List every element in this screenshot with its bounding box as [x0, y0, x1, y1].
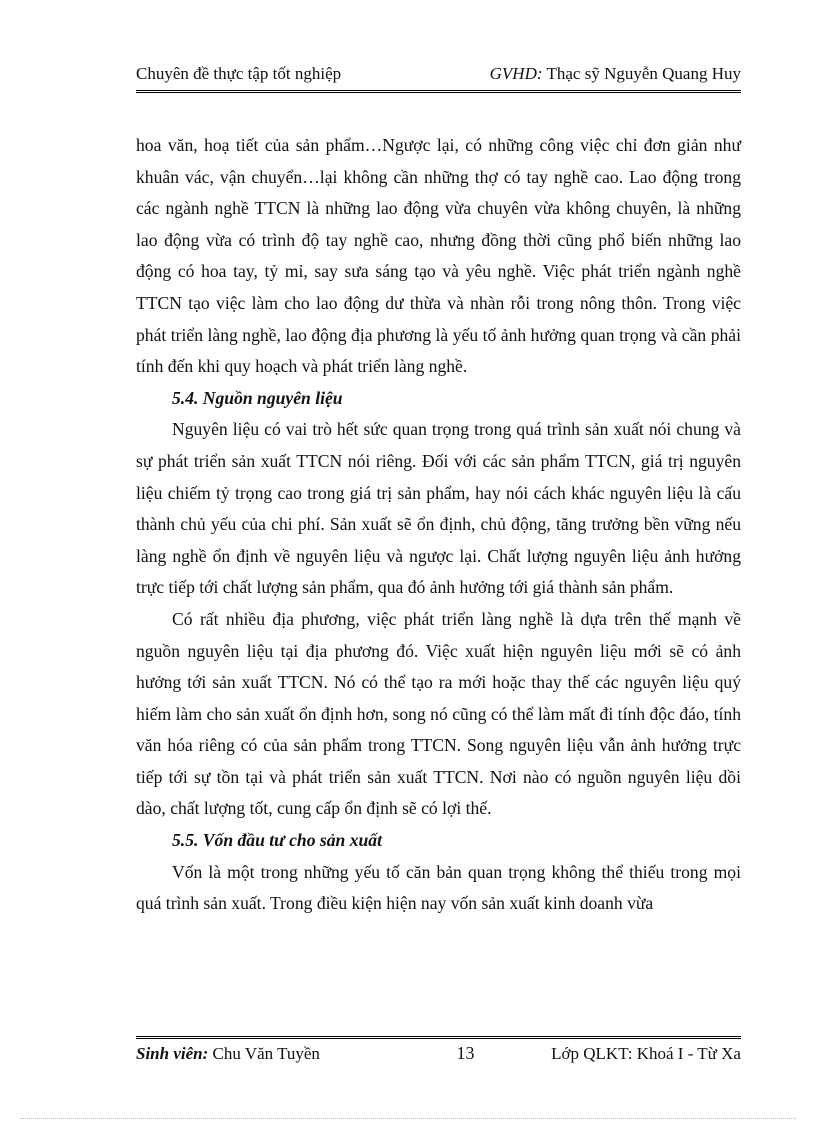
paragraph-materials-local: Có rất nhiều địa phương, việc phát triển làng nghề là dựa trên thế mạnh về nguồn nguyên liệu tại địa phương đó. Việc xuất hiện nguyên liệu mới sẽ có ảnh hưởng tới sản xuất TTCN. Nó có thể tạo ra mới hoặc thay thế các nguyên liệu quý hiếm làm cho sản xuất ổn định hơn, song nó cũng có thể làm mất đi tính độc đáo, tính văn hóa riêng có của sản phẩm trong TTCN. Song nguyên liệu vẫn ảnh hưởng trực tiếp tới sự tồn tại và phát triển sản xuất TTCN. Nơi nào có nguồn nguyên liệu dồi dào, chất lượng tốt, cung cấp ổn định sẽ có lợi thế.: [136, 608, 741, 819]
page-number: 13: [456, 1043, 475, 1063]
paragraph-capital: Vốn là một trong những yếu tố căn bản quan trọng không thể thiếu trong mọi quá trình sản xuất. Trong điều kiện hiện nay vốn sản xuất kinh doanh vừa: [136, 861, 741, 914]
footer-rule: [136, 1036, 741, 1039]
paragraph-labor: hoa văn, hoạ tiết của sản phẩm…Ngược lại, có những công việc chỉ đơn giản như khuân vác, vận chuyển…lại không cần những thợ có tay nghề cao. Lao động trong các ngành nghề TTCN là những lao động vừa chuyên vừa không chuyên, là những lao động vừa có trình độ tay nghề cao, nhưng đồng thời cũng phổ biến những lao động có hoa tay, tỷ mỉ, say sưa sáng tạo và yêu nghề. Việc phát triển ngành nghề TTCN tạo việc làm cho lao động dư thừa và nhàn rỗi trong nông thôn. Trong việc phát triển làng nghề, lao động địa phương là yếu tố ảnh hưởng quan trọng và cần phải tính đến khi quy hoạch và phát triển làng nghề.: [136, 135, 741, 377]
header-rule: [136, 90, 741, 93]
paragraph-materials-role: Nguyên liệu có vai trò hết sức quan trọng trong quá trình sản xuất nói chung và sự phát triển sản xuất TTCN nói riêng. Đối với các sản phẩm TTCN, giá trị nguyên liệu chiếm tỷ trọng cao trong giá trị sản phẩm, hay nói cách khác nguyên liệu là cấu thành chủ yếu của chi phí. Sản xuất sẽ ổn định, chủ động, tăng trưởng bền vững nếu làng nghề ổn định về nguyên liệu và ngược lại. Chất lượng nguyên liệu ảnh hưởng trực tiếp tới chất lượng sản phẩm, qua đó ảnh hưởng tới giá thành sản phẩm.: [136, 419, 741, 598]
section-heading-capital: 5.5. Vốn đầu tư cho sản xuất: [172, 830, 382, 851]
page-header: [136, 64, 741, 84]
student-label: Sinh viên:: [136, 1044, 209, 1063]
page-body: [136, 130, 741, 920]
section-heading-materials: 5.4. Nguồn nguyên liệu: [172, 387, 343, 408]
page-footer: [136, 1043, 741, 1064]
student-info: [136, 1044, 320, 1064]
supervisor-info: [490, 64, 741, 84]
student-name: Chu Văn Tuyền: [212, 1044, 320, 1063]
page-edge-divider: [20, 1118, 796, 1119]
supervisor-label: GVHD:: [489, 64, 543, 83]
class-info: Lớp QLKT: Khoá I - Từ Xa: [551, 1044, 741, 1063]
supervisor-name: Thạc sỹ Nguyễn Quang Huy: [546, 64, 741, 83]
document-title: Chuyên đề thực tập tốt nghiệp: [136, 64, 342, 83]
